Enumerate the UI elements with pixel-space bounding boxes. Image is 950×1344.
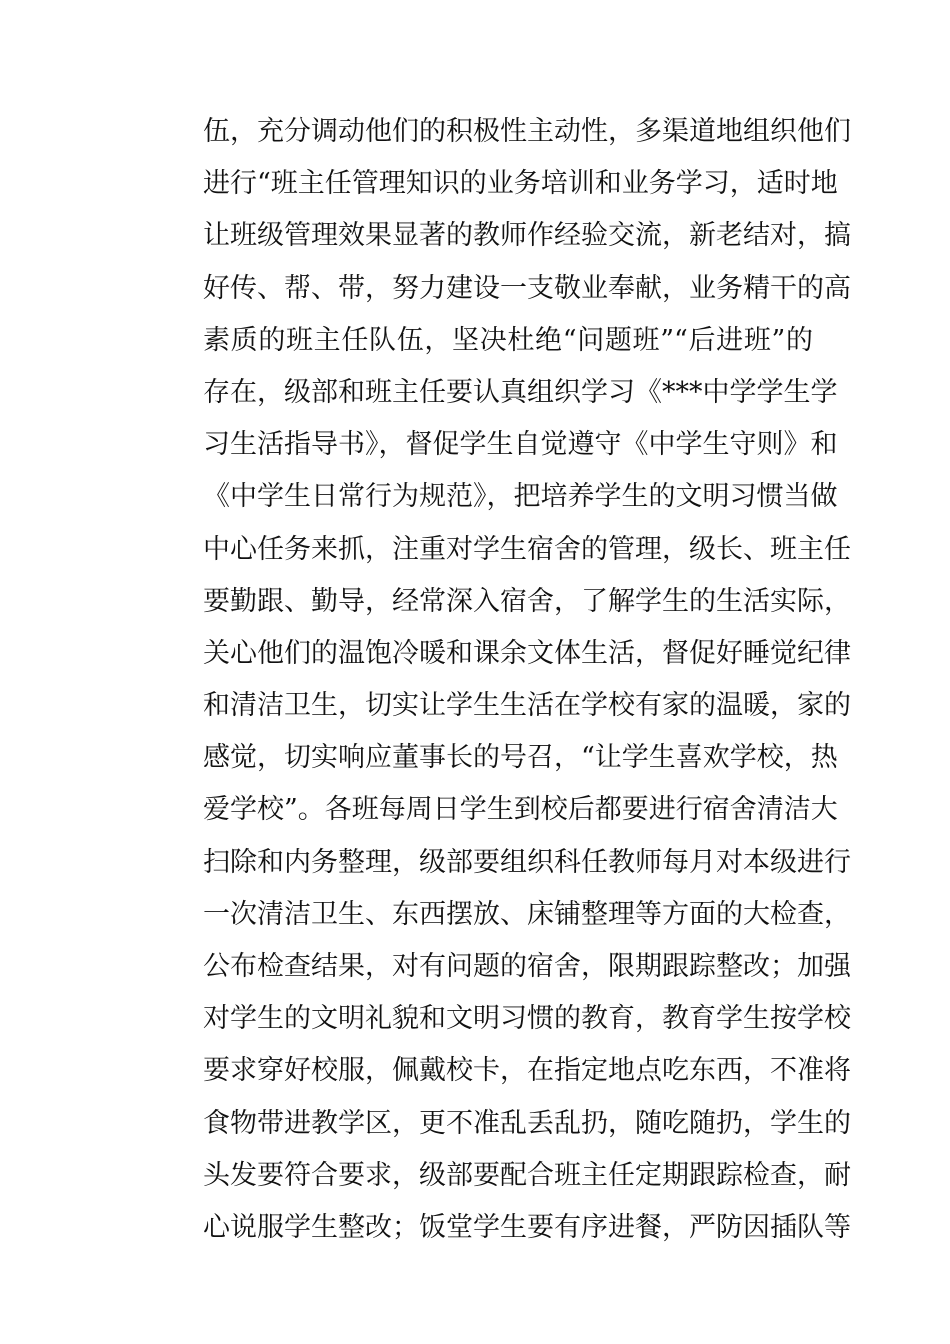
- text-line-18: 对学生的文明礼貌和文明习惯的教育，教育学生按学校: [203, 1003, 851, 1035]
- text-line-20: 食物带进教学区，更不准乱丢乱扔，随吃随扔，学生的: [203, 1107, 851, 1139]
- text-line-3: 让班级管理效果显著的教师作经验交流，新老结对，搞: [203, 220, 851, 252]
- text-line-2: 进行“班主任管理知识的业务培训和业务学习，适时地: [203, 168, 838, 200]
- text-line-5: 素质的班主任队伍，坚决杜绝“问题班”“后进班”的: [203, 324, 813, 356]
- text-line-8: 《中学生日常行为规范》，把培养学生的文明习惯当做: [203, 481, 838, 513]
- text-line-13: 感觉，切实响应董事长的号召，“让学生喜欢学校，热: [203, 742, 838, 774]
- text-line-16: 一次清洁卫生、东西摆放、床铺整理等方面的大检查，: [203, 898, 851, 930]
- text-line-9: 中心任务来抓，注重对学生宿舍的管理，级长、班主任: [203, 533, 851, 565]
- text-line-10: 要勤跟、勤导，经常深入宿舍，了解学生的生活实际，: [203, 585, 851, 617]
- text-line-15: 扫除和内务整理，级部要组织科任教师每月对本级进行: [203, 846, 851, 878]
- text-line-1: 伍，充分调动他们的积极性主动性，多渠道地组织他们: [203, 116, 851, 147]
- text-line-7: 习生活指导书》，督促学生自觉遵守《中学生守则》和: [203, 429, 838, 461]
- text-line-12: 和清洁卫生，切实让学生生活在学校有家的温暖，家的: [203, 690, 851, 722]
- text-line-21: 头发要符合要求，级部要配合班主任定期跟踪检查，耐: [203, 1159, 851, 1191]
- body-text: [203, 106, 851, 1254]
- text-line-4: 好传、帮、带，努力建设一支敬业奉献，业务精干的高: [203, 272, 851, 304]
- text-line-14: 爱学校”。各班每周日学生到校后都要进行宿舍清洁大: [203, 794, 838, 826]
- text-line-19: 要求穿好校服，佩戴校卡，在指定地点吃东西，不准将: [203, 1055, 851, 1087]
- text-line-22: 心说服学生整改；饭堂学生要有序进餐，严防因插队等: [203, 1211, 851, 1243]
- text-line-11: 关心他们的温饱冷暖和课余文体生活，督促好睡觉纪律: [203, 637, 851, 669]
- text-line-17: 公布检查结果，对有问题的宿舍，限期跟踪整改；加强: [203, 951, 851, 982]
- text-line-6: 存在，级部和班主任要认真组织学习《***中学学生学: [203, 376, 838, 408]
